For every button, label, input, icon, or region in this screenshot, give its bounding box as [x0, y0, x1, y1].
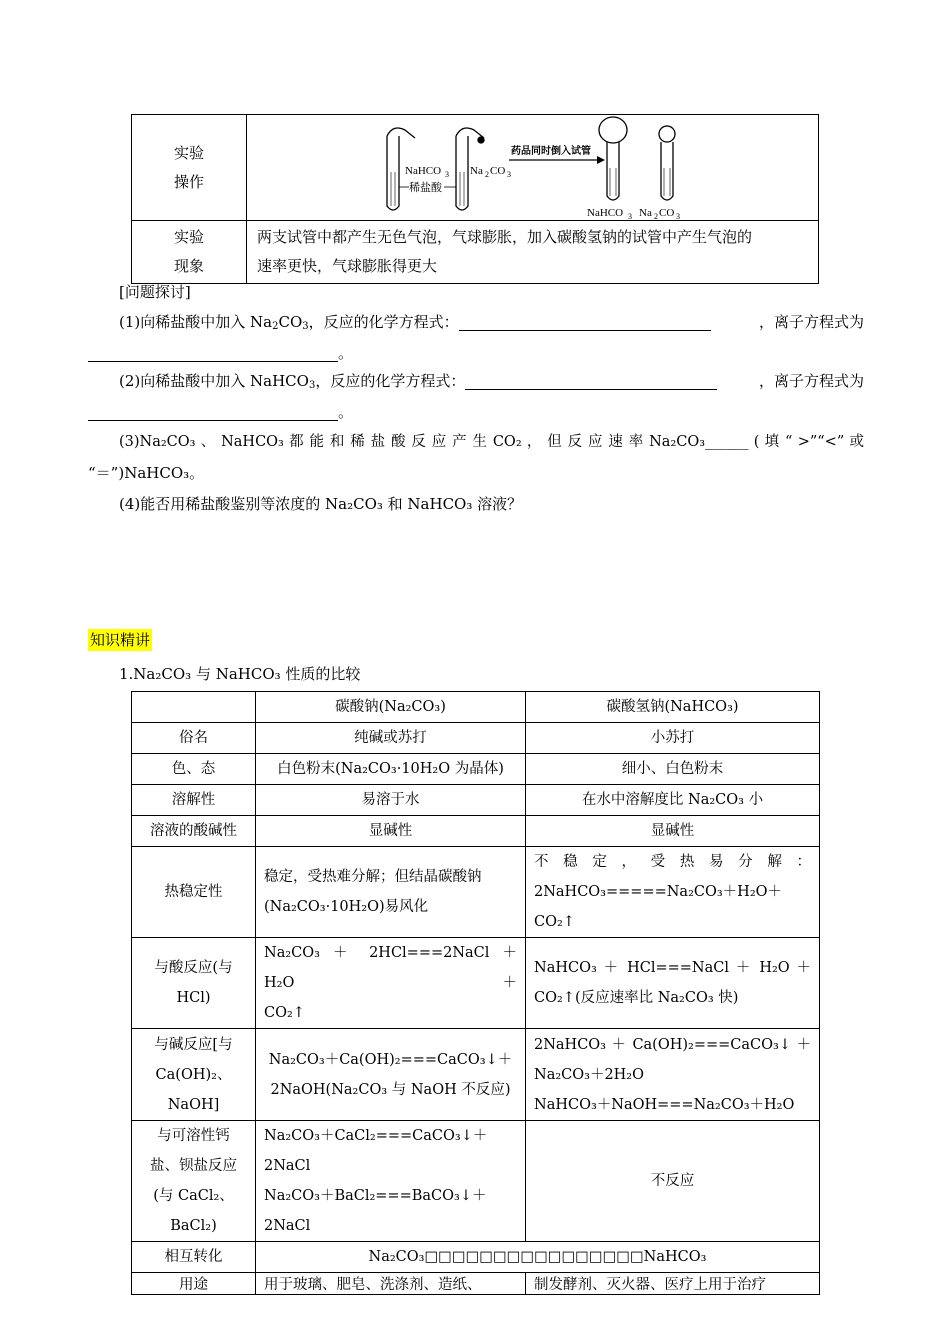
comparison-table	[131, 691, 820, 1295]
balloon-tube-2	[659, 126, 675, 200]
svg-text:3: 3	[676, 211, 680, 220]
table-row: 热稳定性 稳定，受热难分解；但结晶碳酸钠 (Na₂CO₃·10H₂O)易风化 不 稳 定 ， 受 热 易 分 解 ： 2NaHCO₃=====Na₂CO₃＋H₂O＋CO₂↑	[132, 847, 820, 938]
operation-label: 实验 操作	[132, 115, 247, 221]
question-2: (2)向稀盐酸中加入 NaHCO$_3$，反应的化学方程式： ，离子方程式为	[119, 372, 864, 391]
svg-text:CO: CO	[490, 164, 506, 177]
phenomenon-text: 两支试管中都产生无色气泡，气球膨胀，加入碳酸氢钠的试管中产生气泡的 速率更快，气球膨胀得更大	[247, 221, 819, 284]
experiment-figure-cell	[247, 115, 819, 221]
column-header-nahco3: 碳酸氢钠(NaHCO₃)	[526, 692, 820, 723]
question-3: (3)Na₂CO₃ 、 NaHCO₃ 都 能 和 稀 盐 酸 反 应 产 生 CO₂ ， 但 反 应 速 率 Na₂CO₃______ ( 填 “ >”“<” 或	[119, 434, 864, 450]
result2-label: Na	[639, 206, 652, 219]
question-3-line2: “＝”)NaHCO₃。	[88, 464, 205, 482]
answer-blank[interactable]	[88, 343, 338, 362]
question-1: (1)向稀盐酸中加入 $Na_2CO_3$，反应的化学方程式： ，离子方程式为	[119, 313, 864, 332]
experiment-figure	[247, 116, 819, 220]
table-row: 溶解性 易溶于水 在水中溶解度比 Na₂CO₃ 小	[132, 785, 820, 816]
table-row: 溶液的酸碱性 显碱性 显碱性	[132, 816, 820, 847]
answer-blank[interactable]	[465, 371, 717, 390]
question-2-line2: 。	[88, 397, 864, 427]
table-row: 与可溶性钙 盐、钡盐反应 (与 CaCl₂、 BaCl₂) Na₂CO₃＋CaCl₂===CaCO₃↓＋2NaCl Na₂CO₃＋BaCl₂===BaCO₃↓＋2NaCl 不反应	[132, 1121, 820, 1242]
balloon-tube-1	[599, 117, 627, 200]
svg-text:3: 3	[445, 169, 449, 179]
svg-text:3: 3	[507, 169, 511, 179]
answer-blank[interactable]	[88, 402, 338, 421]
table-row: 色、态 白色粉末(Na₂CO₃·10H₂O 为晶体) 细小、白色粉末	[132, 754, 820, 785]
answer-blank[interactable]	[459, 312, 711, 331]
svg-text:2: 2	[654, 211, 658, 220]
acid-label: 稀盐酸	[409, 180, 442, 194]
section-title: 1.Na₂CO₃ 与 NaHCO₃ 性质的比较	[119, 665, 361, 683]
svg-text:CO: CO	[659, 206, 675, 219]
table-header-row	[132, 692, 820, 723]
phenomenon-label: 实验 现象	[132, 221, 247, 284]
table-row: 相互转化 Na₂CO₃□□□□□□□□□□□□□□□□NaHCO₃	[132, 1242, 820, 1273]
table-row: 与酸反应(与 HCl) Na₂CO₃ ＋ 2HCl===2NaCl ＋ H₂O ＋ CO₂↑ NaHCO₃ ＋ HCl===NaCl ＋ H₂O ＋ CO₂↑(反应速率比 Na₂CO₃ 快)	[132, 938, 820, 1029]
svg-text:3: 3	[628, 211, 632, 220]
tube1-label: NaHCO	[405, 164, 442, 177]
svg-text:2: 2	[485, 169, 489, 179]
table-row: 俗名 纯碱或苏打 小苏打	[132, 723, 820, 754]
knowledge-tag: 知识精讲	[90, 631, 151, 649]
arrow-label: 药品同时倒入试管	[511, 145, 591, 157]
arrow-icon	[509, 156, 605, 164]
result1-label: NaHCO	[587, 206, 624, 219]
table-row: 用途 用于玻璃、肥皂、洗涤剂、造纸、 制发酵剂、灭火器、医疗上用于治疗	[132, 1273, 820, 1295]
tube2-label: Na	[470, 164, 483, 177]
question-1-line2: 。	[88, 338, 864, 368]
question-4: (4)能否用稀盐酸鉴别等浓度的 Na₂CO₃ 和 NaHCO₃ 溶液？	[119, 495, 523, 513]
experiment-table	[131, 114, 819, 284]
column-header-na2co3: 碳酸钠(Na₂CO₃)	[256, 692, 526, 723]
discussion-heading: [问题探讨]	[119, 283, 191, 301]
table-row: 与碱反应[与 Ca(OH)₂、 NaOH] Na₂CO₃＋Ca(OH)₂===CaCO₃↓＋ 2NaOH(Na₂CO₃ 与 NaOH 不反应) 2NaHCO₃ ＋ Ca(OH)₂===CaCO₃↓ ＋ Na₂CO₃＋2H₂O NaHCO₃＋NaOH===Na₂CO₃＋H₂O	[132, 1029, 820, 1121]
